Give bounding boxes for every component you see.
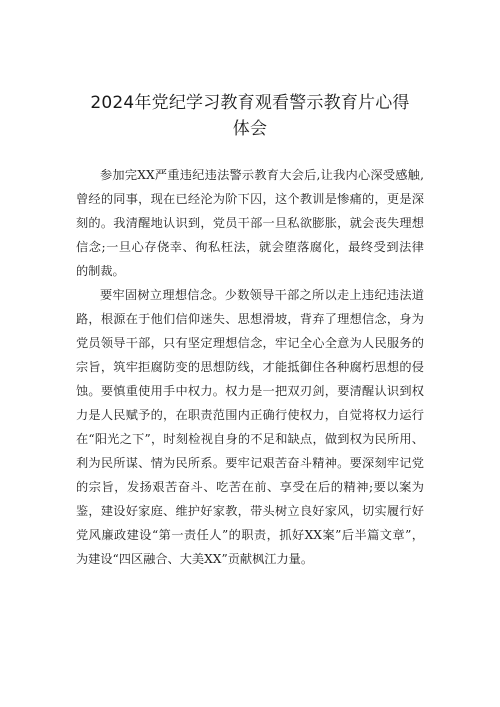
paragraph-1: [76, 163, 424, 283]
title-line-1: 2024年党纪学习教育观看警示教育片心得: [90, 93, 410, 113]
paragraph-line: 刻的。我清醒地认识到，党员干部一旦私欲膨胀，就会丧失理想: [76, 216, 424, 230]
title-line-2: 体会: [232, 119, 268, 139]
paragraph-line: 的宗旨，发扬艰苦奋斗、吃苦在前、享受在后的精神;要以案为: [76, 480, 424, 494]
paragraph-line: 鉴，建设好家庭、维护好家教，带头树立良好家风，切实履行好: [76, 504, 424, 518]
paragraph-line: 要牢固树立理想信念。少数领导干部之所以走上违纪违法道: [100, 288, 424, 302]
document-title: [60, 90, 440, 142]
paragraph-line: 的制裁。: [76, 264, 125, 278]
paragraph-line: 曾经的同事，现在已经沦为阶下囚，这个教训是惨痛的，更是深: [76, 192, 424, 206]
paragraph-line: 利为民所谋、情为民所系。要牢记艰苦奋斗精神。要深刻牢记党: [76, 456, 424, 470]
paragraph-line: 宗旨，筑牢拒腐防变的思想防线，才能抵御住各种腐朽思想的侵: [76, 360, 424, 374]
document-body: [76, 163, 424, 571]
paragraph-line: 在“阳光之下”，时刻检视自身的不足和缺点，做到权为民所用、: [76, 432, 424, 446]
paragraph-line: 为建设“四区融合、大美XX”贡献枫江力量。: [76, 552, 314, 566]
paragraph-line: 蚀。要慎重使用手中权力。权力是一把双刃剑，要清醒认识到权: [76, 384, 424, 398]
paragraph-line: 党风廉政建设“第一责任人”的职责，抓好XX案”后半篇文章”，: [76, 528, 424, 542]
paragraph-2: [76, 283, 424, 571]
paragraph-line: 力是人民赋予的，在职责范围内正确行使权力，自觉将权力运行: [76, 408, 424, 422]
paragraph-line: 参加完XX严重违纪违法警示教育大会后,让我内心深受感触,: [100, 168, 424, 182]
paragraph-line: 党员领导干部，只有坚定理想信念，牢记全心全意为人民服务的: [76, 336, 424, 350]
paragraph-line: 信念;一旦心存侥幸、徇私枉法，就会堕落腐化，最终受到法律: [76, 240, 424, 254]
paragraph-line: 路，根源在于他们信仰迷失、思想滑坡，背弃了理想信念，身为: [76, 312, 424, 326]
